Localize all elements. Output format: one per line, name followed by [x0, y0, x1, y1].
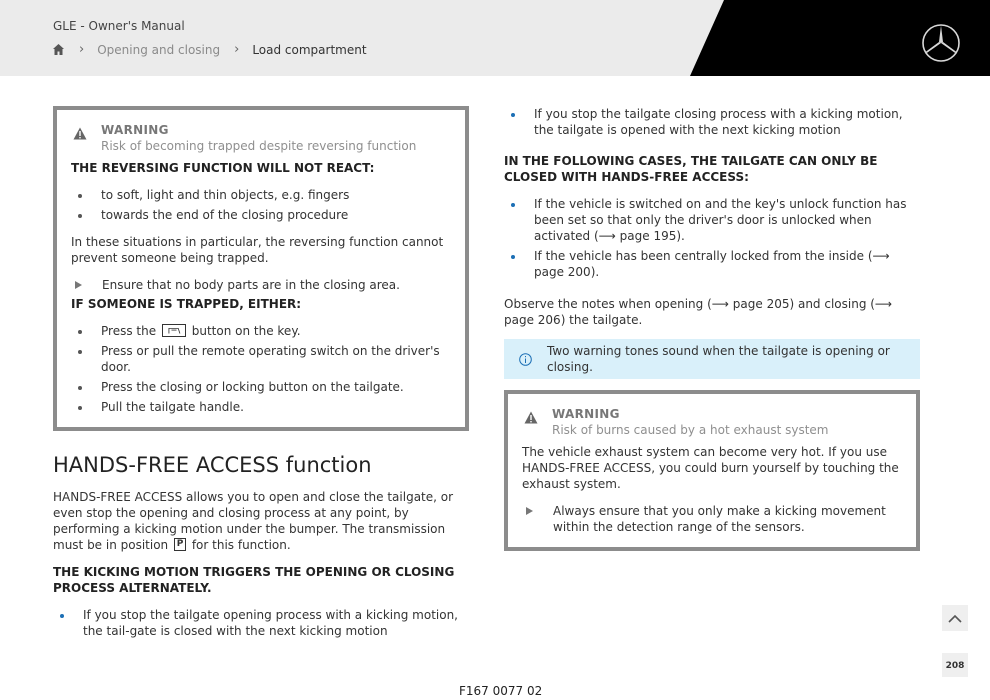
- bullet-list: [71, 323, 451, 415]
- action-text: Always ensure that you only make a kicking movement within the detection range of the sensors.: [553, 504, 886, 534]
- bullet-list: [504, 106, 920, 138]
- page-header: [0, 0, 990, 76]
- left-column: [53, 106, 469, 639]
- info-icon: [519, 353, 532, 366]
- breadcrumb: [52, 42, 367, 57]
- kick-heading: THE KICKING MOTION TRIGGERS THE OPENING OR CLOSING PROCESS ALTERNATELY.: [53, 565, 455, 595]
- bullet-list: [71, 187, 451, 223]
- list-item: If the vehicle is switched on and the key's unlock function has been set so that only the driver's door is unlocked when activated (⟶ page 195).: [504, 196, 920, 244]
- tailgate-key-button-icon: [162, 324, 186, 337]
- action-step: [71, 277, 451, 293]
- warning-triangle-icon: [524, 411, 538, 424]
- action-step: [522, 503, 902, 535]
- intro-text: HANDS-FREE ACCESS allows you to open and close the tailgate, or even stop the opening and closing process at any point, by performing a kicking motion under the bumper. The transmission must be in position: [53, 490, 454, 552]
- breadcrumb-link-opening-closing[interactable]: Opening and closing: [97, 42, 221, 57]
- list-item: Pull the tailgate handle.: [71, 399, 451, 415]
- observe-paragraph: Observe the notes when opening (⟶ page 205) and closing (⟶ page 206) the tailgate.: [504, 297, 893, 327]
- bullet-list: [504, 196, 920, 280]
- image-code: F167 0077 02: [459, 684, 543, 698]
- list-item: [71, 323, 451, 339]
- home-icon[interactable]: [52, 43, 65, 56]
- manual-title: GLE - Owner's Manual: [53, 19, 185, 33]
- action-arrow-icon: [526, 507, 533, 515]
- page-number: 208: [942, 653, 968, 677]
- warning-paragraph: In these situations in particular, the reversing function cannot prevent someone being trapped.: [71, 235, 444, 265]
- chevron-right-icon: ›: [234, 42, 240, 57]
- key-step-before: Press the: [101, 324, 157, 338]
- park-position-symbol: P: [174, 538, 186, 551]
- cases-heading: IN THE FOLLOWING CASES, THE TAILGATE CAN ONLY BE CLOSED WITH HANDS-FREE ACCESS:: [504, 154, 878, 184]
- right-column: [504, 106, 920, 551]
- chevron-up-icon: [948, 614, 962, 623]
- info-text: Two warning tones sound when the tailgate is opening or closing.: [547, 344, 890, 374]
- list-item: If you stop the tailgate opening process with a kicking motion, the tail-gate is closed with the next kicking motion: [53, 607, 469, 639]
- list-item: towards the end of the closing procedure: [71, 207, 451, 223]
- intro-paragraph: [53, 489, 469, 553]
- warning-subtitle: Risk of becoming trapped despite reversing function: [101, 139, 417, 153]
- intro-text-end: for this function.: [191, 538, 291, 552]
- list-item: If you stop the tailgate closing process with a kicking motion, the tailgate is opened with the next kicking motion: [504, 106, 920, 138]
- bullet-list: [53, 607, 469, 639]
- list-item: If the vehicle has been centrally locked from the inside (⟶ page 200).: [504, 248, 920, 280]
- scroll-to-top-button[interactable]: [942, 605, 968, 631]
- warning-paragraph: The vehicle exhaust system can become very hot. If you use HANDS-FREE ACCESS, you could burn yourself by touching the exhaust system.: [522, 445, 899, 491]
- list-item: to soft, light and thin objects, e.g. fingers: [71, 187, 451, 203]
- warning-heading-reversing: THE REVERSING FUNCTION WILL NOT REACT:: [71, 161, 375, 175]
- action-text: Ensure that no body parts are in the closing area.: [102, 278, 400, 292]
- warning-label: WARNING: [101, 123, 169, 137]
- warning-subtitle: Risk of burns caused by a hot exhaust system: [552, 423, 829, 437]
- chevron-right-icon: ›: [79, 42, 85, 57]
- warning-box-trapped: [53, 106, 469, 431]
- section-title: HANDS-FREE ACCESS function: [53, 453, 372, 477]
- warning-label: WARNING: [552, 407, 620, 421]
- key-step-after: button on the key.: [191, 324, 301, 338]
- breadcrumb-current: Load compartment: [252, 42, 367, 57]
- warning-box-burns: [504, 390, 920, 551]
- list-item: Press or pull the remote operating switch on the driver's door.: [71, 343, 451, 375]
- action-arrow-icon: [75, 281, 82, 289]
- list-item: Press the closing or locking button on the tailgate.: [71, 379, 451, 395]
- warning-triangle-icon: [73, 127, 87, 140]
- mercedes-star-logo[interactable]: [921, 23, 961, 63]
- info-box: [504, 339, 920, 379]
- warning-heading-trapped: IF SOMEONE IS TRAPPED, EITHER:: [71, 297, 302, 311]
